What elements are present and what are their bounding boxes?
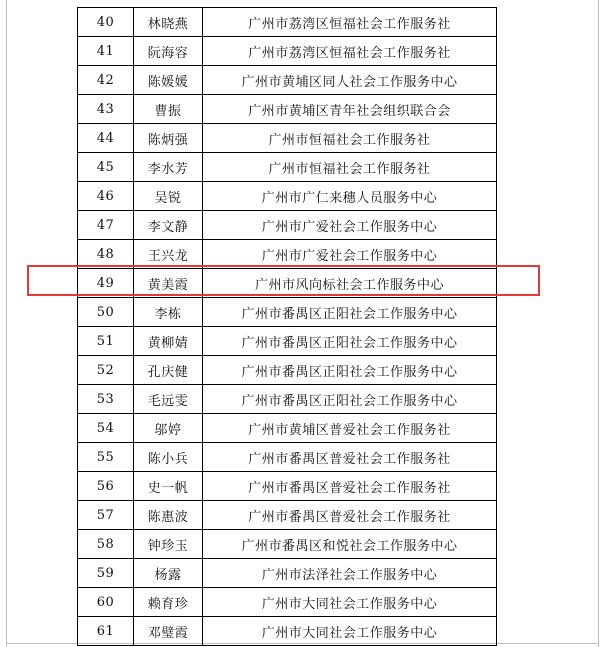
table-row [78,588,497,617]
table-row [78,37,497,66]
row-number: 41 [78,37,134,66]
organization-name: 广州市风向标社会工作服务中心 [203,269,497,298]
table-row [78,211,497,240]
person-name: 史一帆 [134,472,203,501]
table-row [78,617,497,646]
organization-name: 广州市番禺区和悦社会工作服务中心 [203,530,497,559]
person-name: 邓璧霞 [134,617,203,646]
person-name: 陈炳强 [134,124,203,153]
row-number: 48 [78,240,134,269]
organization-name: 广州市恒福社会工作服务社 [203,124,497,153]
row-number: 51 [78,327,134,356]
table-row [78,153,497,182]
person-name: 陈小兵 [134,443,203,472]
organization-name: 广州市大同社会工作服务中心 [203,588,497,617]
row-number: 43 [78,95,134,124]
organization-name: 广州市大同社会工作服务中心 [203,617,497,646]
person-name: 吴锐 [134,182,203,211]
organization-name: 广州市番禺区普爱社会工作服务社 [203,472,497,501]
person-name: 林晓燕 [134,8,203,37]
organization-name: 广州市恒福社会工作服务社 [203,153,497,182]
row-number: 58 [78,530,134,559]
table-row [78,66,497,95]
organization-name: 广州市黄埔区普爱社会工作服务社 [203,414,497,443]
person-name: 阮海容 [134,37,203,66]
person-name: 王兴龙 [134,240,203,269]
row-number: 57 [78,501,134,530]
person-name: 赖育珍 [134,588,203,617]
row-number: 44 [78,124,134,153]
table-row [78,8,497,37]
organization-name: 广州市番禺区普爱社会工作服务社 [203,501,497,530]
row-number: 40 [78,8,134,37]
person-name: 黄柳婧 [134,327,203,356]
table-row [78,356,497,385]
table-row [78,95,497,124]
table-row [78,298,497,327]
row-number: 42 [78,66,134,95]
person-name: 李水芳 [134,153,203,182]
row-number: 47 [78,211,134,240]
person-name: 陈惠波 [134,501,203,530]
row-number: 54 [78,414,134,443]
person-name: 曹振 [134,95,203,124]
table-row [78,472,497,501]
table-row [78,124,497,153]
organization-name: 广州市番禺区正阳社会工作服务中心 [203,298,497,327]
organization-name: 广州市番禺区正阳社会工作服务中心 [203,385,497,414]
table-row [78,443,497,472]
organization-name: 广州市广爱社会工作服务中心 [203,211,497,240]
roster-table [77,7,497,646]
table-row [78,559,497,588]
row-number: 61 [78,617,134,646]
organization-name: 广州市番禺区普爱社会工作服务社 [203,443,497,472]
row-number: 60 [78,588,134,617]
person-name: 黄美霞 [134,269,203,298]
person-name: 李文静 [134,211,203,240]
person-name: 孔庆健 [134,356,203,385]
person-name: 李栋 [134,298,203,327]
row-number: 56 [78,472,134,501]
row-number: 59 [78,559,134,588]
page-frame-right-edge [598,0,599,647]
page-frame-left-edge [6,0,7,647]
row-number: 55 [78,443,134,472]
table-row [78,385,497,414]
table-row [78,327,497,356]
organization-name: 广州市法泽社会工作服务中心 [203,559,497,588]
row-number: 45 [78,153,134,182]
person-name: 陈媛媛 [134,66,203,95]
highlight-box [27,265,540,296]
row-number: 49 [78,269,134,298]
person-name: 邬婷 [134,414,203,443]
table-row [78,530,497,559]
organization-name: 广州市黄埔区青年社会组织联合会 [203,95,497,124]
row-number: 53 [78,385,134,414]
organization-name: 广州市荔湾区恒福社会工作服务社 [203,37,497,66]
organization-name: 广州市番禺区正阳社会工作服务中心 [203,356,497,385]
person-name: 钟珍玉 [134,530,203,559]
person-name: 毛远雯 [134,385,203,414]
row-number: 46 [78,182,134,211]
organization-name: 广州市黄埔区同人社会工作服务中心 [203,66,497,95]
row-number: 50 [78,298,134,327]
organization-name: 广州市荔湾区恒福社会工作服务社 [203,8,497,37]
person-name: 杨露 [134,559,203,588]
row-number: 52 [78,356,134,385]
table-row [78,182,497,211]
organization-name: 广州市广仁来穗人员服务中心 [203,182,497,211]
organization-name: 广州市广爱社会工作服务中心 [203,240,497,269]
table-row [78,501,497,530]
organization-name: 广州市番禺区正阳社会工作服务中心 [203,327,497,356]
table-row [78,414,497,443]
